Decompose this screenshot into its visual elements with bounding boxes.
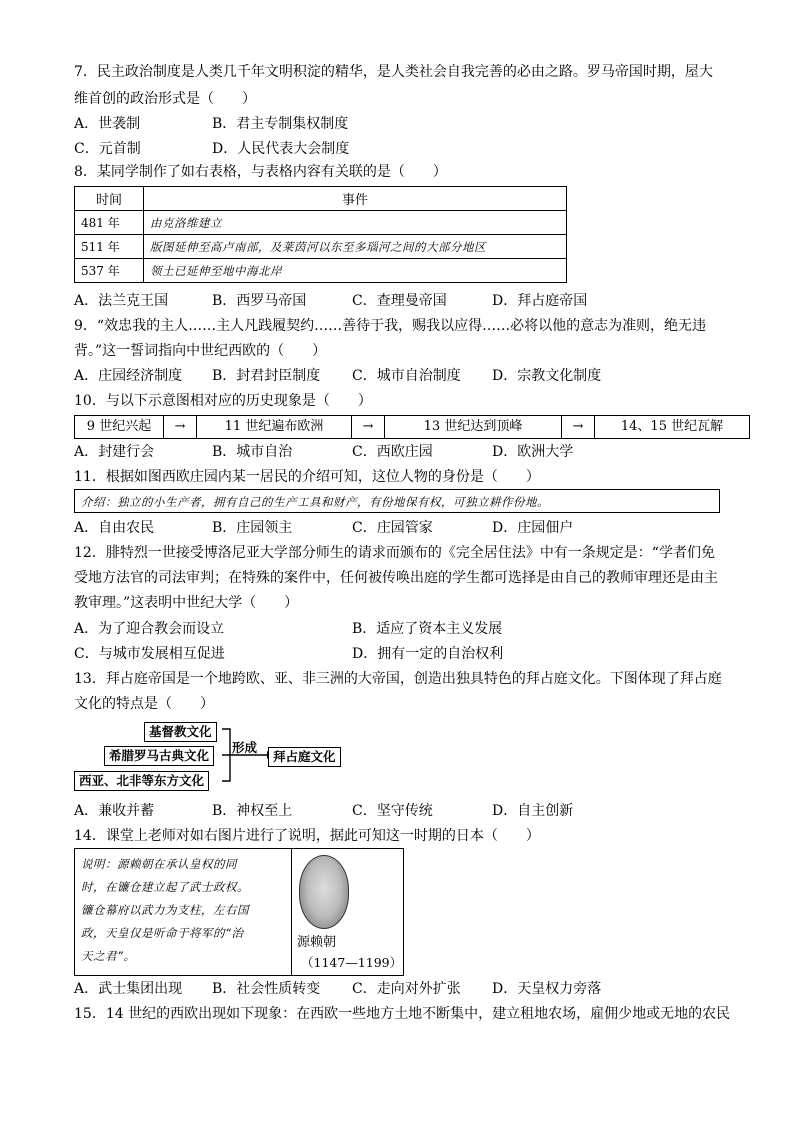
q8-cell-event: 由克洛维建立 — [144, 211, 567, 235]
q8-option-c: C．查理曼帝国 — [352, 293, 447, 309]
q12-option-c: C．与城市发展相互促进 — [74, 646, 225, 662]
q14-option-a: A．武士集团出现 — [74, 981, 183, 997]
q12-stem-line2: 受地方法官的司法审判；在特殊的案件中，任何被传唤出庭的学生都可选择是由自己的教师审理还是由主 — [74, 570, 718, 586]
q8-cell-event: 版图延伸至高卢南部，及莱茵河以东至多瑙河之间的大部分地区 — [144, 235, 567, 259]
q14-caption-years: （1147—1199） — [301, 955, 403, 970]
q14-divider — [291, 849, 292, 975]
q9-option-b: B．封君封臣制度 — [212, 368, 321, 384]
q9-stem-line1: 9．“效忠我的主人……主人凡践履契约……善待于我，赐我以应得……必将以他的意志为准则，绝无违 — [74, 318, 707, 334]
q8-option-a: A．法兰克王国 — [74, 293, 169, 309]
q9-option-c: C．城市自治制度 — [352, 368, 461, 384]
q7-option-c: C．元首制 — [74, 141, 141, 157]
q13-option-d: D．自主创新 — [492, 803, 574, 819]
q13-option-a: A．兼收并蓄 — [74, 803, 155, 819]
q10-option-b: B．城市自治 — [212, 444, 293, 460]
q8-cell-year: 481 年 — [75, 211, 144, 235]
q13-stem-line1: 13．拜占庭帝国是一个地跨欧、亚、非三洲的大帝国，创造出独具特色的拜占庭文化。下图体现了拜占庭 — [74, 671, 722, 687]
q14-stem: 14．课堂上老师对如右图片进行了说明，据此可知这一时期的日本（ ） — [74, 828, 540, 844]
q8-option-d: D．拜占庭帝国 — [492, 293, 588, 309]
q7-stem-line1: 7．民主政治制度是人类几千年文明积淀的精华，是人类社会自我完善的必由之路。罗马帝国时期，屋大 — [74, 64, 713, 80]
table-row — [75, 211, 567, 235]
arrow-icon: → — [561, 415, 594, 439]
q10-option-a: A．封建行会 — [74, 444, 155, 460]
q13-source-christian: 基督教文化 — [144, 722, 217, 742]
q10-option-d: D．欧洲大学 — [492, 444, 574, 460]
q13-source-eastern: 西亚、北非等东方文化 — [74, 771, 209, 791]
flow-stage: 13 世纪达到顶峰 — [384, 415, 561, 439]
q14-note-line: 天之君”。 — [81, 949, 136, 963]
q8-header-event: 事件 — [144, 187, 567, 211]
q13-stem-line2: 文化的特点是（ ） — [74, 696, 214, 712]
q8-option-b: B．西罗马帝国 — [212, 293, 307, 309]
q13-arrow-label: 形成 — [232, 740, 258, 755]
arrow-icon: → — [163, 415, 196, 439]
q14-note-line: 时，在镰仓建立起了武士政权。 — [81, 880, 249, 894]
q7-option-a: A．世袭制 — [74, 116, 141, 132]
q11-option-d: D．庄园佃户 — [492, 520, 574, 536]
q8-stem: 8．某同学制作了如右表格，与表格内容有关联的是（ ） — [74, 164, 447, 180]
q10-option-c: C．西欧庄园 — [352, 444, 433, 460]
q14-note-line: 政，天皇仅是听命于将军的“治 — [81, 926, 244, 940]
table-row — [75, 259, 567, 283]
q14-option-c: C．走向对外扩张 — [352, 981, 461, 997]
q14-note — [81, 853, 285, 968]
q12-stem-line1: 12．腓特烈一世接受博洛尼亚大学部分师生的请求而颁布的《完全居住法》中有一条规定是：“学者们免 — [74, 545, 715, 561]
q8-cell-event: 领土已延伸至地中海北岸 — [144, 259, 567, 283]
q14-note-line: 镰仓幕府以武力为支柱，左右国 — [81, 903, 249, 917]
q9-option-d: D．宗教文化制度 — [492, 368, 602, 384]
q7-stem-line2: 维首创的政治形式是（ ） — [74, 91, 256, 107]
q11-intro-box: 介绍：独立的小生产者，拥有自己的生产工具和财产，有份地保有权，可独立耕作份地。 — [74, 489, 720, 513]
q13-option-b: B．神权至上 — [212, 803, 293, 819]
q8-cell-year: 511 年 — [75, 235, 144, 259]
table-row — [75, 235, 567, 259]
q12-stem-line3: 教审理。”这表明中世纪大学（ ） — [74, 595, 299, 611]
q14-figure-box — [74, 848, 404, 976]
q7-option-b: B．君主专制集权制度 — [212, 116, 349, 132]
q14-option-b: B．社会性质转变 — [212, 981, 321, 997]
q12-option-d: D．拥有一定的自治权利 — [352, 646, 504, 662]
q8-header-time: 时间 — [75, 187, 144, 211]
q8-table — [74, 186, 567, 283]
q10-stem: 10．与以下示意图相对应的历史现象是（ ） — [74, 393, 372, 409]
q10-flow-diagram — [74, 415, 750, 437]
q14-note-line: 说明：源赖朝在承认皇权的同 — [81, 857, 237, 871]
q15-stem-line1: 15．14 世纪的西欧出现如下现象：在西欧一些地方土地不断集中，建立租地农场，雇佣少地或无地的农民 — [74, 1006, 731, 1022]
q12-option-b: B．适应了资本主义发展 — [352, 621, 503, 637]
q13-result: 拜占庭文化 — [268, 747, 341, 767]
flow-stage: 11 世纪遍布欧洲 — [196, 415, 351, 439]
q14-caption-name: 源赖朝 — [297, 935, 337, 950]
q8-cell-year: 537 年 — [75, 259, 144, 283]
q9-option-a: A．庄园经济制度 — [74, 368, 183, 384]
q11-option-a: A．自由农民 — [74, 520, 155, 536]
q13-source-greco-roman: 希腊罗马古典文化 — [104, 746, 214, 766]
flow-stage: 14、15 世纪瓦解 — [594, 415, 750, 439]
flow-stage: 9 世纪兴起 — [74, 415, 163, 439]
q7-option-d: D．人民代表大会制度 — [212, 141, 350, 157]
portrait-image — [299, 855, 349, 929]
q14-option-d: D．天皇权力旁落 — [492, 981, 602, 997]
q11-option-b: B．庄园领主 — [212, 520, 293, 536]
q11-option-c: C．庄园管家 — [352, 520, 433, 536]
q9-stem-line2: 背。”这一誓词指向中世纪西欧的（ ） — [74, 343, 327, 359]
q13-option-c: C．坚守传统 — [352, 803, 433, 819]
q11-stem: 11．根据如图西欧庄园内某一居民的介绍可知，这位人物的身份是（ ） — [74, 469, 540, 485]
arrow-icon: → — [351, 415, 384, 439]
q12-option-a: A．为了迎合教会而设立 — [74, 621, 225, 637]
q8-table-header — [75, 187, 567, 211]
